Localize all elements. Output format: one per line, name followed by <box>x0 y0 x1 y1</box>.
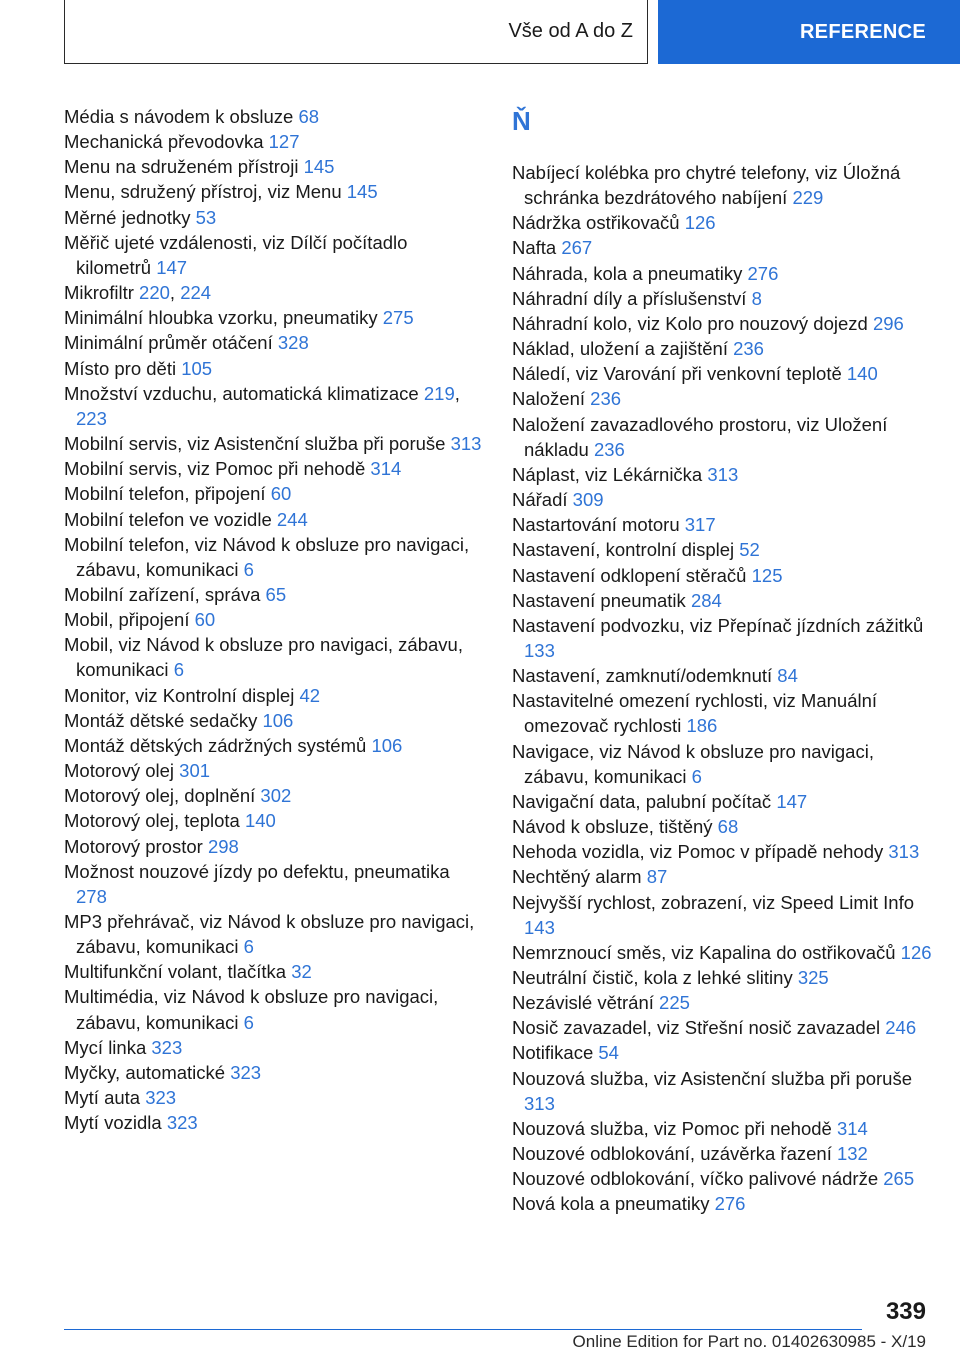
page-link[interactable]: 84 <box>777 665 798 687</box>
index-entry-text: Nehoda vozidla, viz Pomoc v případě nehody <box>512 841 889 863</box>
index-entry-text: Nastavení, kontrolní displej <box>512 539 740 561</box>
index-entry-text: Nezávislé větrání <box>512 992 660 1014</box>
page-link[interactable]: 52 <box>739 539 760 561</box>
index-entry <box>512 537 932 562</box>
index-entry-text: Motorový olej, doplnění <box>64 785 261 807</box>
index-entry-text: Mobilní zařízení, správa <box>64 583 266 605</box>
section-title: Vše od A do Z <box>508 20 633 42</box>
page-link[interactable]: 265 <box>883 1168 915 1190</box>
page-link[interactable]: 323 <box>145 1087 177 1109</box>
index-entry <box>512 261 932 286</box>
index-entry-text: Nastavení podvozku, viz Přepínač jízdních zážitků <box>512 614 924 636</box>
page-link[interactable]: 301 <box>179 760 211 782</box>
page-link[interactable]: 145 <box>346 181 378 203</box>
page-link[interactable]: 328 <box>277 332 309 354</box>
index-entry <box>64 1085 484 1110</box>
index-entry-text: Mobilní telefon, připojení <box>64 483 271 505</box>
index-entry-text: Nouzová služba, viz Pomoc při nehodě <box>512 1117 837 1139</box>
index-entry <box>512 412 932 462</box>
index-entry <box>64 330 484 355</box>
page-link[interactable]: 54 <box>598 1042 619 1064</box>
index-entry <box>512 386 932 411</box>
page-link[interactable]: 127 <box>268 131 300 153</box>
index-entry-text: Multimédia, viz Návod k obsluze pro navigaci, zábavu, komunikaci <box>64 986 439 1033</box>
section-header <box>64 0 648 64</box>
page-link[interactable]: 302 <box>260 785 292 807</box>
page-link[interactable]: 236 <box>593 438 625 460</box>
page-link[interactable]: 42 <box>299 684 321 706</box>
index-entry-text: Množství vzduchu, automatická klimatizace <box>64 382 424 404</box>
index-entry-text: Navigace, viz Návod k obsluze pro navigaci, zábavu, komunikaci <box>512 740 874 787</box>
page-link[interactable]: 6 <box>243 558 254 580</box>
footer-divider <box>64 1329 862 1330</box>
page-link[interactable]: 323 <box>151 1036 183 1058</box>
index-entry-text: Náplast, viz Lékárnička <box>512 463 708 485</box>
index-entry <box>64 456 484 481</box>
index-entry-text: Montáž dětských zádržných systémů <box>64 734 372 756</box>
index-entry-text: Náklad, uložení a zajištění <box>512 338 734 360</box>
index-entry-text: Mobilní servis, viz Pomoc při nehodě <box>64 458 371 480</box>
index-entry <box>512 1066 932 1116</box>
index-entry <box>64 305 484 330</box>
page-link[interactable]: 244 <box>276 508 308 530</box>
index-entry-text: Nemrznoucí směs, viz Kapalina do ostřikovačů <box>512 941 901 963</box>
page-link[interactable]: 186 <box>686 715 718 737</box>
page-link[interactable]: 6 <box>243 1011 254 1033</box>
index-entry <box>512 839 932 864</box>
index-entry <box>512 462 932 487</box>
page-link[interactable]: 132 <box>836 1143 868 1165</box>
page-link[interactable]: 276 <box>714 1193 746 1215</box>
index-entry-text: Naložení <box>512 388 591 410</box>
index-entry-text: Náhradní díly a příslušenství <box>512 287 752 309</box>
index-entry-text: Neutrální čistič, kola z lehké slitiny <box>512 967 798 988</box>
page-link[interactable]: 276 <box>747 262 779 284</box>
page-link[interactable]: 313 <box>707 463 739 485</box>
page-link[interactable]: 223 <box>76 407 107 429</box>
index-entry <box>64 909 484 959</box>
reference-tab[interactable] <box>658 0 960 64</box>
index-column-left <box>64 104 484 1135</box>
index-entry <box>512 160 932 210</box>
page-link[interactable]: 246 <box>885 1017 917 1039</box>
index-entry <box>512 1015 932 1040</box>
index-entry-text: Náhradní kolo, viz Kolo pro nouzový dojezd <box>512 312 873 334</box>
index-entry <box>512 1141 932 1166</box>
index-entry <box>64 607 484 632</box>
page-link[interactable]: 267 <box>561 237 593 259</box>
index-entry <box>512 688 932 738</box>
page-link[interactable]: 313 <box>450 433 482 455</box>
index-entry-text: Mycí linka <box>64 1036 152 1058</box>
index-entry <box>64 733 484 758</box>
index-entry <box>512 789 932 814</box>
index-entry-text: Nafta <box>512 237 562 259</box>
index-entry-text: Měřič ujeté vzdálenosti, viz Dílčí počítadlo kilometrů <box>64 231 408 278</box>
index-entry-text: Média s návodem k obsluze <box>64 106 299 127</box>
index-entry <box>64 356 484 381</box>
page-link[interactable]: 298 <box>207 835 239 857</box>
reference-tab-label: REFERENCE <box>799 20 926 43</box>
index-entry-text: Montáž dětské sedačky <box>64 709 263 731</box>
index-entry <box>512 990 932 1015</box>
index-entry <box>64 507 484 532</box>
index-entry <box>64 481 484 506</box>
index-entry <box>512 814 932 839</box>
page-link[interactable]: 314 <box>370 458 402 480</box>
page-link[interactable]: 296 <box>872 312 904 334</box>
page-link[interactable]: 229 <box>792 187 824 209</box>
page-link[interactable]: 317 <box>684 514 716 536</box>
page-link[interactable]: 60 <box>194 609 216 631</box>
index-entry-text: Mytí auta <box>64 1087 146 1109</box>
page-link[interactable]: 68 <box>717 816 739 838</box>
page-link[interactable]: 133 <box>524 639 555 661</box>
page-link[interactable]: 309 <box>572 489 604 511</box>
index-entry-text: Mikrofiltr <box>64 282 140 304</box>
index-entry <box>512 1116 932 1141</box>
index-entry-text: Nářadí <box>512 489 573 511</box>
page-link[interactable]: 106 <box>371 734 403 756</box>
index-entry-text: Minimální hloubka vzorku, pneumatiky <box>64 307 383 329</box>
page-link[interactable]: 323 <box>230 1061 262 1083</box>
index-entry-text: Měrné jednotky <box>64 206 196 228</box>
index-entry: Množství vzduchu, automatická klimatizace 219, 223 <box>64 382 460 429</box>
page-link[interactable]: 284 <box>690 589 722 611</box>
index-entry <box>64 129 484 154</box>
index-entry <box>512 361 932 386</box>
page-link[interactable]: 145 <box>303 156 335 178</box>
index-entry: Mikrofiltr 220, 224 <box>64 282 212 304</box>
index-entry <box>64 104 484 129</box>
index-entry-text: Navigační data, palubní počítač <box>512 790 777 812</box>
index-entry <box>64 205 484 230</box>
page-link[interactable]: 225 <box>659 992 690 1014</box>
index-entry-text: Místo pro děti <box>64 357 182 379</box>
index-entry <box>512 965 932 990</box>
index-entry-text: Menu, sdružený přístroj, viz Menu <box>64 181 347 203</box>
page-link[interactable]: 314 <box>836 1117 868 1139</box>
index-entry-text: Nechtěný alarm <box>512 866 647 888</box>
index-entry <box>512 286 932 311</box>
page-link[interactable]: 87 <box>646 866 668 888</box>
index-entry-text: MP3 přehrávač, viz Návod k obsluze pro navigaci, zábavu, komunikaci <box>64 911 475 958</box>
page-link[interactable]: 6 <box>173 659 184 681</box>
index-entry-text: Mobilní telefon, viz Návod k obsluze pro navigaci, zábavu, komunikaci <box>64 533 470 580</box>
index-entry-text: Možnost nouzové jízdy po defektu, pneumatika <box>64 860 450 882</box>
index-entry-text: Nosič zavazadel, viz Střešní nosič zavazadel <box>512 1017 886 1039</box>
index-entry <box>512 336 932 361</box>
index-entry <box>64 179 484 204</box>
page-link[interactable]: 147 <box>156 256 188 278</box>
index-entry <box>64 859 484 909</box>
index-entry-text: Nouzové odblokování, víčko palivové nádrže <box>512 1168 884 1190</box>
index-entry-text: Multifunkční volant, tlačítka <box>64 961 292 983</box>
index-entry-text: Naložení zavazadlového prostoru, viz Uložení nákladu <box>512 413 888 460</box>
index-entry-text: Nová kola a pneumatiky <box>512 1193 715 1215</box>
page-link[interactable]: 6 <box>243 936 254 958</box>
page-link[interactable]: 68 <box>298 106 320 127</box>
page-link[interactable]: 236 <box>733 338 764 360</box>
index-entry-text: Nastavení, zamknutí/odemknutí <box>512 665 778 687</box>
page-link[interactable]: 147 <box>776 790 808 812</box>
index-entry <box>512 512 932 537</box>
index-entry <box>64 632 484 682</box>
index-entry <box>512 890 932 940</box>
page-link[interactable]: 275 <box>382 307 414 329</box>
index-entry <box>512 588 932 613</box>
index-column-right <box>512 104 932 1217</box>
index-entry <box>64 1110 484 1135</box>
page-link[interactable]: 140 <box>244 810 276 832</box>
index-entry <box>64 959 484 984</box>
index-entry <box>512 210 932 235</box>
index-entry <box>64 834 484 859</box>
index-entry <box>64 532 484 582</box>
index-entry-text: Mytí vozidla <box>64 1112 167 1134</box>
page-link[interactable]: 143 <box>524 916 555 938</box>
index-letter-heading: Ň <box>512 106 531 136</box>
index-entry-text: Nastavení odklopení stěračů <box>512 564 752 586</box>
index-entry <box>512 739 932 789</box>
page-link[interactable]: 220 <box>139 282 170 304</box>
index-entry <box>512 613 932 663</box>
page-link[interactable]: 224 <box>180 282 212 304</box>
index-entry-text: Nouzová služba, viz Asistenční služba při poruše <box>512 1067 913 1089</box>
index-entry-text: Menu na sdruženém přístroji <box>64 156 304 178</box>
index-entry-text: Nejvyšší rychlost, zobrazení, viz Speed Limit Info <box>512 891 915 913</box>
index-entry <box>512 1191 932 1216</box>
index-entry <box>512 1166 932 1191</box>
page-link[interactable]: 32 <box>291 961 312 983</box>
index-entry <box>64 582 484 607</box>
index-entry-text: Mobil, viz Návod k obsluze pro navigaci, zábavu, komunikaci <box>64 634 463 681</box>
index-entry <box>64 708 484 733</box>
page-link[interactable]: 126 <box>900 941 932 963</box>
page-link[interactable]: 323 <box>166 1112 198 1134</box>
index-entry <box>512 663 932 688</box>
page-link[interactable]: 60 <box>270 483 292 505</box>
index-entry <box>64 783 484 808</box>
page-link[interactable]: 126 <box>684 212 716 234</box>
index-entry-text: Myčky, automatické <box>64 1061 231 1083</box>
page-link[interactable]: 278 <box>76 885 107 907</box>
index-entry-text: Mobil, připojení <box>64 609 195 631</box>
footer-edition: Online Edition for Part no. 01402630985 - X/19 <box>572 1332 926 1351</box>
index-entry-text: Motorový olej, teplota <box>64 810 245 832</box>
index-entry-text: Nastavení pneumatik <box>512 589 691 611</box>
page-link[interactable]: 53 <box>195 206 217 228</box>
index-entry <box>512 940 932 965</box>
index-entry-text: Motorový prostor <box>64 835 208 857</box>
index-entry-text: Nastartování motoru <box>512 514 685 536</box>
page-link[interactable]: 105 <box>181 357 213 379</box>
index-entry <box>512 1040 932 1065</box>
index-entry-text: Mobilní telefon ve vozidle <box>64 508 277 530</box>
index-entry-text: Nabíjecí kolébka pro chytré telefony, viz Úložná schránka bezdrátového nabíjení <box>512 162 901 209</box>
index-entry <box>64 431 484 456</box>
index-entry <box>512 864 932 889</box>
index-entry-text: Nastavitelné omezení rychlosti, viz Manuální omezovač rychlosti <box>512 690 878 737</box>
index-entry <box>64 1035 484 1060</box>
index-entry-text: Náhrada, kola a pneumatiky <box>512 262 748 284</box>
index-entry <box>64 808 484 833</box>
index-entry <box>64 683 484 708</box>
page-link[interactable]: 325 <box>797 967 829 988</box>
page-link[interactable]: 65 <box>265 583 287 605</box>
index-entries-right <box>512 160 932 1217</box>
index-entry <box>512 311 932 336</box>
index-entry <box>64 984 484 1034</box>
page-link[interactable]: 106 <box>262 709 294 731</box>
index-entry-text: Notifikace <box>512 1042 599 1064</box>
page-link[interactable]: 313 <box>888 841 920 863</box>
index-entry-text: Minimální průměr otáčení <box>64 332 278 354</box>
page-number: 339 <box>885 1298 926 1325</box>
index-entry-text: Monitor, viz Kontrolní displej <box>64 684 300 706</box>
index-entry-text: Návod k obsluze, tištěný <box>512 816 718 838</box>
index-entry-text: Mobilní servis, viz Asistenční služba při poruše <box>64 433 451 455</box>
page-link[interactable]: 6 <box>691 765 702 787</box>
page-link[interactable]: 236 <box>590 388 622 410</box>
index-entry-text: Mechanická převodovka <box>64 131 269 153</box>
index-entry-text: Motorový olej <box>64 760 180 782</box>
page-link[interactable]: 313 <box>524 1092 555 1114</box>
index-entry-text: Nouzové odblokování, uzávěrka řazení <box>512 1143 837 1165</box>
index-entry <box>512 235 932 260</box>
page-link[interactable]: 8 <box>751 287 762 309</box>
index-entry <box>64 230 484 280</box>
page-link[interactable]: 125 <box>751 564 783 586</box>
page-link[interactable]: 140 <box>846 363 878 385</box>
page-link[interactable]: 219 <box>423 382 455 404</box>
index-entry <box>64 758 484 783</box>
index-entry <box>64 154 484 179</box>
index-entry <box>512 563 932 588</box>
index-entry-text: Nádržka ostřikovačů <box>512 212 685 234</box>
index-entry <box>64 1060 484 1085</box>
index-entry <box>512 487 932 512</box>
index-entry-text: Náledí, viz Varování při venkovní teplotě <box>512 363 847 385</box>
